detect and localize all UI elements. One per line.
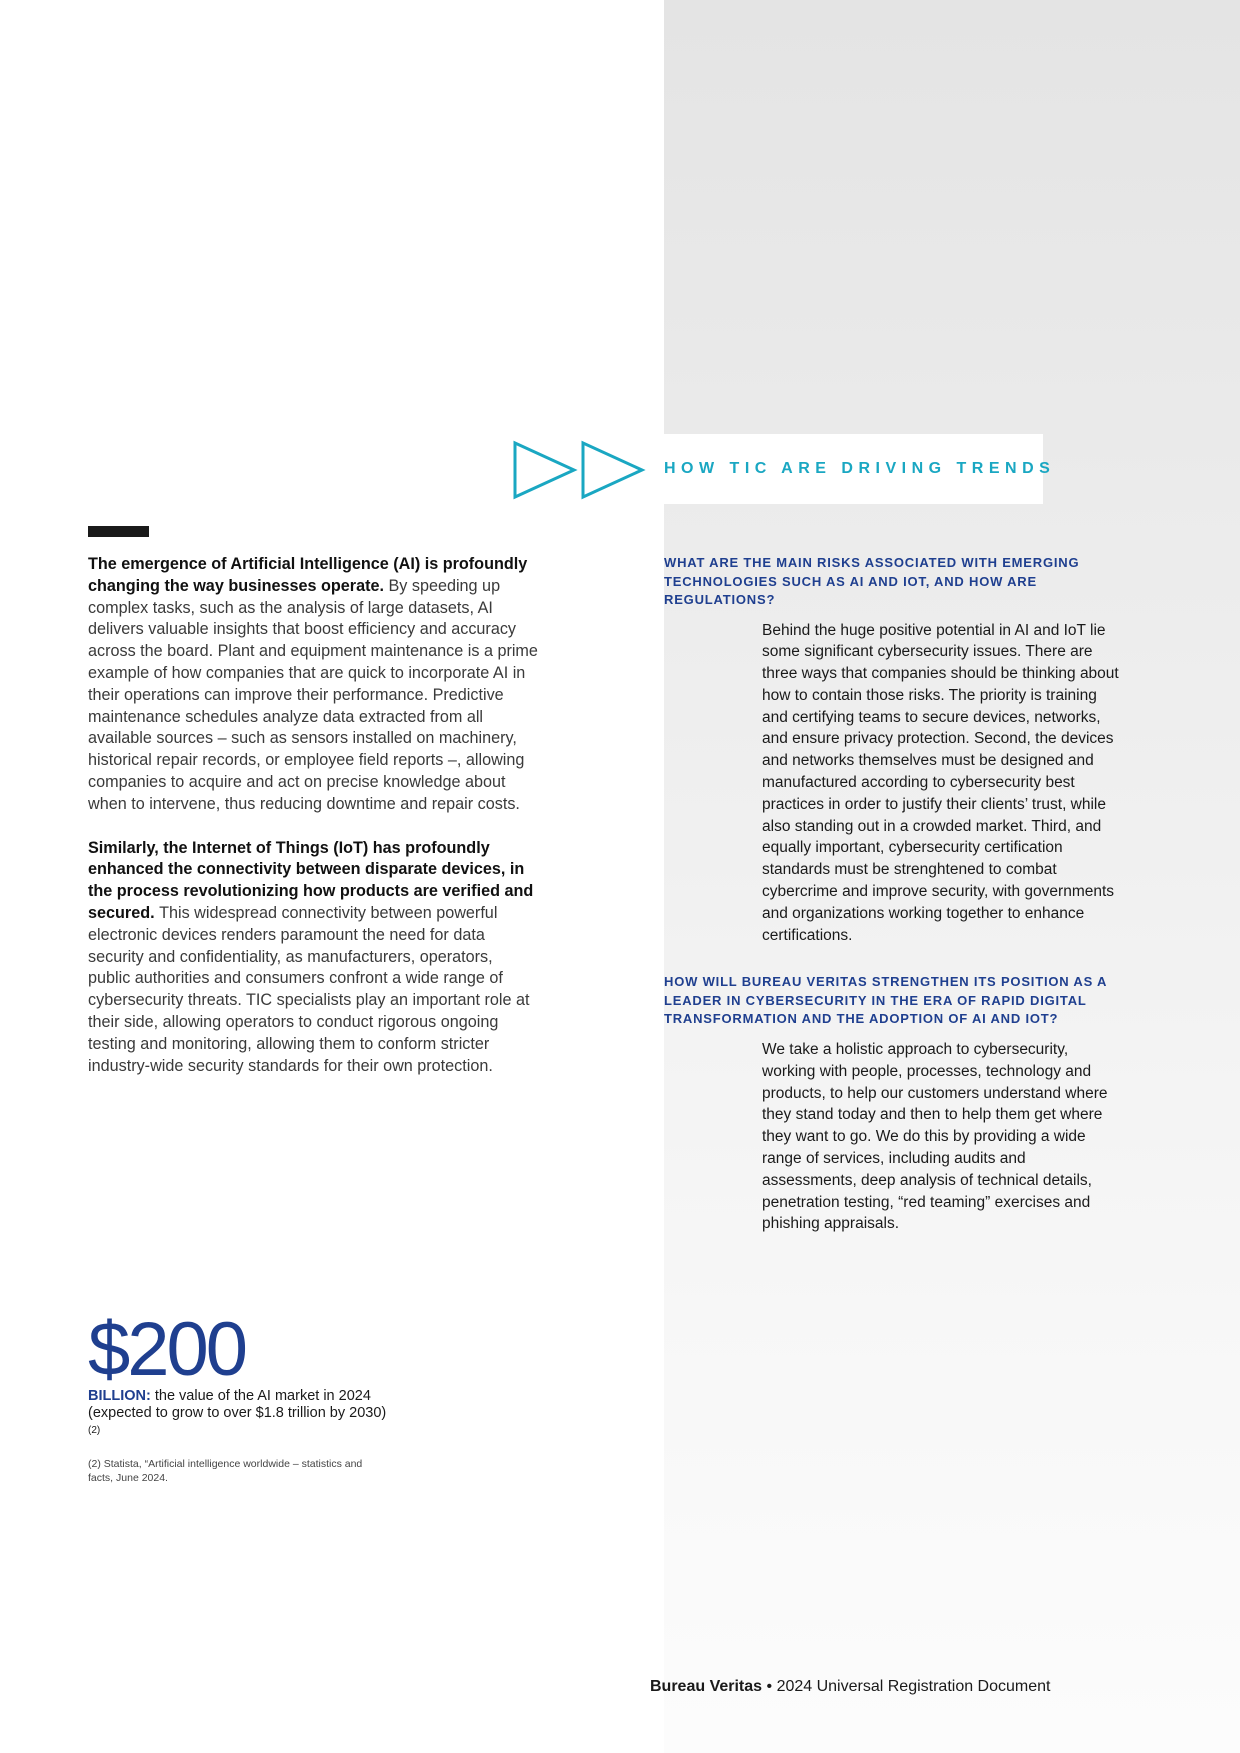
stat-value: $200 <box>88 1307 246 1392</box>
footer-separator: • <box>762 1678 777 1695</box>
paragraph-iot-lead: Similarly, the Internet of Things (IoT) has profoundly enhanced the connectivity between disparate devices, in the process revolutionizing how products are verified and secured. <box>88 838 534 922</box>
footnote: (2) Statista, “Artificial intelligence worldwide – statistics and facts, June 2024. <box>88 1457 363 1484</box>
section-banner <box>664 434 1056 504</box>
question-position: HOW WILL BUREAU VERITAS STRENGTHEN ITS POSITION AS A LEADER IN CYBERSECURITY IN THE ERA OF RAPID DIGITAL TRANSFORMATION AND THE ADOPTION OF AI AND IOT? <box>664 974 1107 1027</box>
interview-column <box>664 554 1124 1235</box>
paragraph-ai <box>88 554 538 816</box>
paragraph-ai-body: By speeding up complex tasks, such as the analysis of large datasets, AI delivers valuable insights that boost efficiency and accuracy across the board. Plant and equipment maintenance is a prime example of how companies that are quick to incorporate AI in their operations can improve their performance. Predictive maintenance schedules analyze data extracted from all available sources – such as sensors installed on machinery, historical repair records, or employee field reports –, allowing companies to acquire and act on precise knowledge about when to intervene, thus reducing downtime and repair costs. <box>88 576 538 813</box>
answer-risks: Behind the huge positive potential in AI and IoT lie some significant cybersecurity issues. There are three ways that companies should be thinking about how to contain those risks. The priority is training and certifying teams to secure devices, networks, and ensure privacy protection. Second, the devices and networks themselves must be designed and manufactured according to cybersecurity best practices in order to justify their clients’ trust, while also standing out in a crowded market. Third, and equally important, cybersecurity certification standards must be strenghtened to combat cybercrime and improve security, with governments and organizations working together to enhance certifications. <box>762 621 1119 944</box>
footer-brand: Bureau Veritas <box>650 1678 763 1695</box>
paragraph-ai-lead: The emergence of Artificial Intelligence (AI) is profoundly changing the way businesses operate. <box>88 555 528 595</box>
stat-desc-text: the value of the AI market in 2024 (expected to grow to over $1.8 trillion by 2030) <box>88 1388 387 1421</box>
question-risks: WHAT ARE THE MAIN RISKS ASSOCIATED WITH EMERGING TECHNOLOGIES SUCH AS AI AND IOT, AND HOW ARE REGULATIONS? <box>664 555 1080 607</box>
paragraph-iot <box>88 838 538 1078</box>
stat-callout <box>88 1307 388 1485</box>
footer-doc-title: 2024 Universal Registration Document <box>776 1678 1051 1695</box>
accent-bar <box>88 526 149 537</box>
section-title: HOW TIC ARE DRIVING TRENDS <box>664 460 1056 477</box>
double-arrow-icon <box>512 440 652 500</box>
answer-position: We take a holistic approach to cybersecurity, working with people, processes, technology and products, to help our customers understand where they stand today and then to help them get where they want to go. We do this by providing a wide range of services, including audits and assessments, deep analysis of technical details, penetration testing, “red teaming” exercises and phishing appraisals. <box>762 1040 1108 1233</box>
paragraph-iot-body: This widespread connectivity between powerful electronic devices renders paramount the need for data security and confidentiality, as manufacturers, operators, public authorities and consumers confront a wide range of cybersecurity threats. TIC specialists play an important role at their side, allowing operators to conduct rigorous ongoing testing and monitoring, allowing them to conform stricter industry-wide security standards for their own protection. <box>88 903 530 1075</box>
page-footer <box>650 1678 1130 1696</box>
stat-ref: (2) <box>88 1425 101 1436</box>
left-column <box>88 554 538 1077</box>
stat-unit: BILLION: <box>88 1388 151 1404</box>
stat-description <box>88 1388 388 1444</box>
